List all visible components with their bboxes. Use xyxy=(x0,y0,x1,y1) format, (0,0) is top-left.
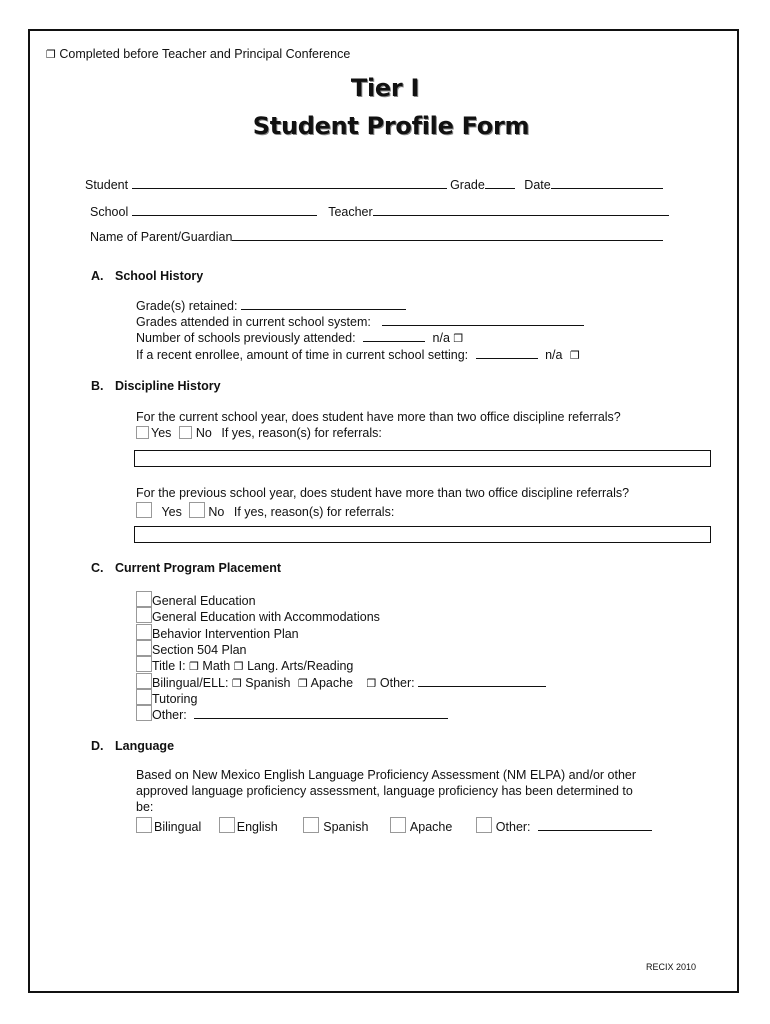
parent-row xyxy=(90,229,663,244)
grade-field[interactable] xyxy=(485,177,515,189)
language-other-field[interactable] xyxy=(538,819,652,831)
date-label: Date xyxy=(524,178,551,192)
title-form: Student Profile Form xyxy=(252,112,530,140)
tutoring-checkbox[interactable] xyxy=(136,689,152,705)
num-schools-row: Number of schools previously attended: n/a ❐ xyxy=(136,331,464,345)
yes-checkbox[interactable] xyxy=(136,426,149,439)
student-row xyxy=(85,177,663,192)
language-text-1: Based on New Mexico English Language Proficiency Assessment (NM ELPA) and/or other xyxy=(136,768,637,782)
na-checkbox-icon[interactable]: ❐ xyxy=(453,332,464,345)
language-text-2: approved language proficiency assessment, language proficiency has been determined to xyxy=(136,784,633,798)
bilingual-other-field[interactable] xyxy=(418,675,546,687)
grades-retained-row: Grade(s) retained: xyxy=(136,298,406,313)
checkbox-icon[interactable]: ❐ xyxy=(46,48,56,61)
apache-lang-checkbox[interactable] xyxy=(390,817,406,833)
completed-label: Completed before Teacher and Principal Conference xyxy=(59,47,351,61)
no-checkbox[interactable] xyxy=(179,426,192,439)
school-field[interactable] xyxy=(132,204,317,216)
placement-accommodations: General Education with Accommodations xyxy=(136,607,380,624)
current-reasons-box[interactable] xyxy=(134,450,711,467)
title-tier: Tier I xyxy=(350,74,420,102)
bip-checkbox[interactable] xyxy=(136,624,152,640)
recent-enrollee-row: If a recent enrollee, amount of time in current school setting: n/a ❐ xyxy=(136,348,580,362)
grades-retained-field[interactable] xyxy=(241,298,406,310)
placement-tutoring: Tutoring xyxy=(136,689,197,706)
section-d-heading: D. Language xyxy=(91,739,175,753)
teacher-label: Teacher xyxy=(328,205,373,219)
form-code: RECIX 2010 xyxy=(646,962,697,972)
placement-other-field[interactable] xyxy=(194,707,448,719)
lang-arts-checkbox-icon[interactable]: ❐ xyxy=(233,660,244,673)
placement-general: General Education xyxy=(136,591,256,608)
math-checkbox-icon[interactable]: ❐ xyxy=(189,660,199,673)
spanish-checkbox-icon[interactable]: ❐ xyxy=(231,677,242,690)
placement-bilingual: Bilingual/ELL: ❐ Spanish ❐ Apache ❐ Other: xyxy=(136,673,546,690)
title1-checkbox[interactable] xyxy=(136,656,152,672)
apache-checkbox-icon[interactable]: ❐ xyxy=(297,677,308,690)
grades-attended-field[interactable] xyxy=(382,314,584,326)
language-options: Bilingual English Spanish Apache Other: xyxy=(136,817,652,834)
other-lang-checkbox[interactable] xyxy=(476,817,492,833)
previous-year-answers: Yes No If yes, reason(s) for referrals: xyxy=(136,502,394,519)
placement-title1: Title I: ❐ Math ❐ Lang. Arts/Reading xyxy=(136,656,353,673)
grades-attended-row: Grades attended in current school system: xyxy=(136,314,584,329)
na-checkbox-icon[interactable]: ❐ xyxy=(569,349,580,362)
spanish-lang-checkbox[interactable] xyxy=(303,817,319,833)
english-checkbox[interactable] xyxy=(219,817,235,833)
section-b-heading: B. Discipline History xyxy=(91,379,221,393)
school-label: School xyxy=(90,205,129,219)
bilingual-lang-checkbox[interactable] xyxy=(136,817,152,833)
placement-504: Section 504 Plan xyxy=(136,640,247,657)
previous-reasons-box[interactable] xyxy=(134,526,711,543)
language-text-3: be: xyxy=(136,800,154,814)
bilingual-checkbox[interactable] xyxy=(136,673,152,689)
enrollee-time-field[interactable] xyxy=(476,347,538,359)
yes-checkbox[interactable] xyxy=(136,502,152,518)
previous-year-question: For the previous school year, does student have more than two office discipline referrals? xyxy=(136,486,630,500)
student-label: Student xyxy=(85,178,129,192)
placement-other: Other: xyxy=(136,705,448,722)
current-year-question: For the current school year, does student have more than two office discipline referrals? xyxy=(136,410,621,424)
section-c-heading: C. Current Program Placement xyxy=(91,561,282,575)
parent-field[interactable] xyxy=(232,229,663,241)
current-year-answers: Yes No If yes, reason(s) for referrals: xyxy=(136,426,382,440)
date-field[interactable] xyxy=(551,177,663,189)
completed-row xyxy=(46,47,350,61)
general-checkbox[interactable] xyxy=(136,591,152,607)
no-checkbox[interactable] xyxy=(189,502,205,518)
accommodations-checkbox[interactable] xyxy=(136,607,152,623)
school-row xyxy=(90,204,669,219)
parent-label: Name of Parent/Guardian xyxy=(90,230,233,244)
grade-label: Grade xyxy=(450,178,485,192)
placement-bip: Behavior Intervention Plan xyxy=(136,624,299,641)
s504-checkbox[interactable] xyxy=(136,640,152,656)
teacher-field[interactable] xyxy=(373,204,669,216)
student-field[interactable] xyxy=(132,177,447,189)
other-checkbox-icon[interactable]: ❐ xyxy=(366,677,377,690)
other-checkbox[interactable] xyxy=(136,705,152,721)
section-a-heading: A. School History xyxy=(91,269,204,283)
num-schools-field[interactable] xyxy=(363,330,425,342)
